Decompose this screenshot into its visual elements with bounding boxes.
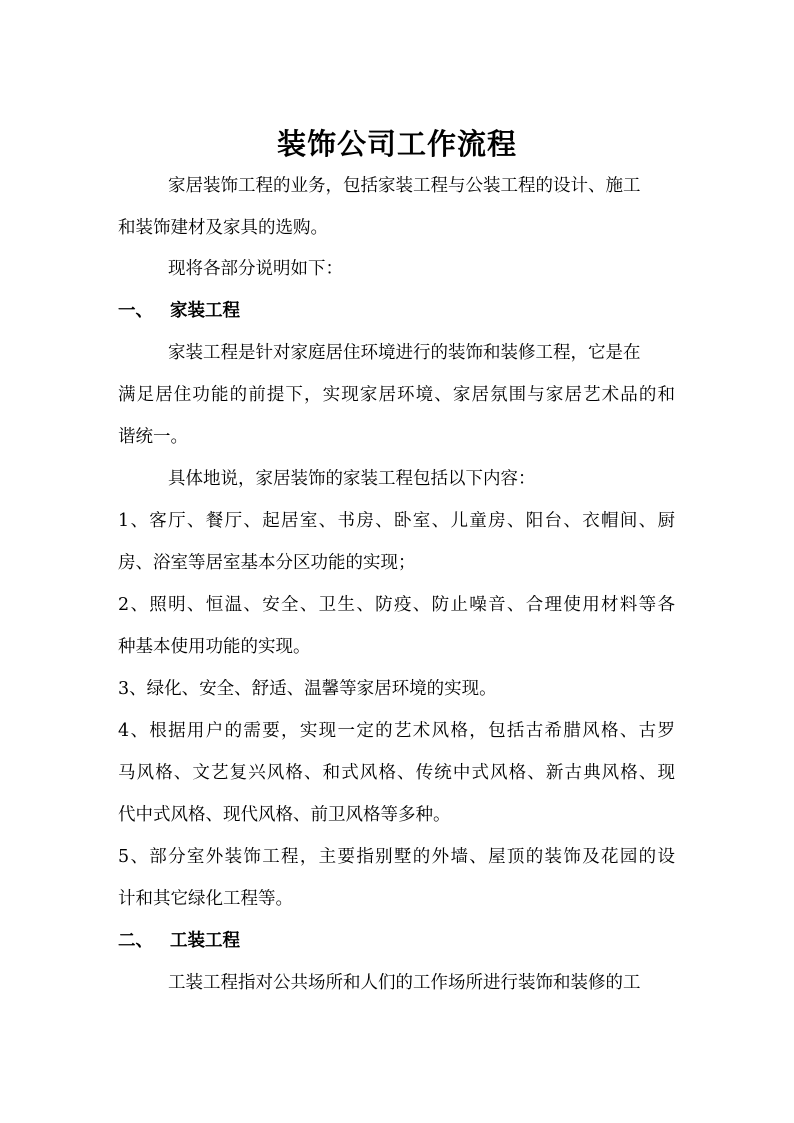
list-item-3-line-1: 3、绿化、安全、舒适、温馨等家居环境的实现。 — [118, 679, 497, 699]
list-item-5-line-2: 计和其它绿化工程等。 — [118, 889, 293, 909]
list-item-5-line-1: 5、部分室外装饰工程，主要指别墅的外墙、屋顶的装饰及花园的设 — [118, 847, 675, 867]
list-item-2-line-2: 种基本使用功能的实现。 — [118, 637, 311, 657]
intro-line-1: 家居装饰工程的业务，包括家装工程与公装工程的设计、施工 — [168, 176, 641, 196]
section-1-number: 一、 — [118, 301, 153, 321]
section-1-para-line-1: 家装工程是针对家庭居住环境进行的装饰和装修工程，它是在 — [168, 343, 641, 363]
section-2-title: 工装工程 — [170, 931, 240, 951]
section-1-heading — [118, 296, 794, 326]
list-item-4-line-2: 马风格、文艺复兴风格、和式风格、传统中式风格、新古典风格、现 — [118, 763, 675, 783]
intro-line-2: 和装饰建材及家具的选购。 — [118, 218, 328, 238]
list-item-1-line-2: 房、浴室等居室基本分区功能的实现； — [118, 553, 416, 573]
page-title: 装饰公司工作流程 — [276, 127, 517, 161]
section-2-heading — [118, 926, 794, 956]
section-1-para-line-2: 满足居住功能的前提下，实现家居环境、家居氛围与家居艺术品的和 — [118, 385, 675, 405]
list-item-2-line-1: 2、照明、恒温、安全、卫生、防疫、防止噪音、合理使用材料等各 — [118, 595, 675, 615]
section-2-para-line-1: 工装工程指对公共场所和人们的工作场所进行装饰和装修的工 — [168, 973, 641, 993]
intro-line-3: 现将各部分说明如下： — [168, 259, 343, 279]
section-2-number: 二、 — [118, 931, 153, 951]
section-1-para-2: 具体地说，家居装饰的家装工程包括以下内容： — [168, 469, 536, 489]
list-item-4-line-3: 代中式风格、现代风格、前卫风格等多种。 — [118, 805, 451, 825]
section-1-title: 家装工程 — [170, 301, 240, 321]
list-item-4-line-1: 4、根据用户的需要，实现一定的艺术风格，包括古希腊风格、古罗 — [118, 721, 675, 741]
list-item-1-line-1: 1、客厅、餐厅、起居室、书房、卧室、儿童房、阳台、衣帽间、厨 — [118, 511, 675, 531]
section-1-para-line-3: 谐统一。 — [118, 427, 188, 447]
